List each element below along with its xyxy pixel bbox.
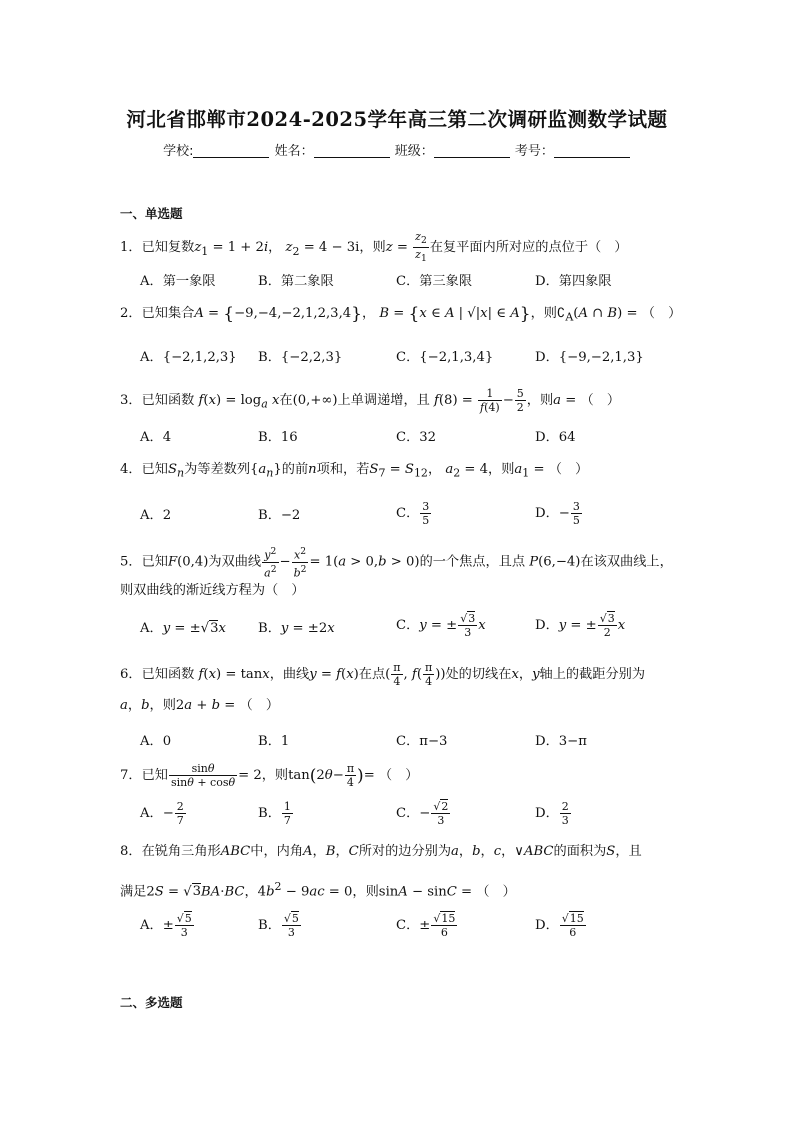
- question-number: 6．: [120, 667, 142, 682]
- question-6: 6．已知函数 f(x) = tanx，曲线y = f(x)在点( $\frac{\pi}{4}$ , f( $\frac{\pi}{4}$ ))处的切线在x，y轴上的截距分别为: [120, 661, 646, 688]
- option-c[interactable]: C．π−3: [396, 734, 448, 749]
- question-4-options: [140, 500, 700, 527]
- question-number: 3．: [120, 393, 142, 408]
- option-d[interactable]: D．{−9,−2,1,3}: [535, 350, 644, 365]
- question-8-line-2: 满足2S = √3BA·BC，$4b^2 - 9ac = 0$，则sinA − sinC = （ ）: [120, 880, 516, 900]
- option-a[interactable]: A．第一象限: [140, 274, 216, 289]
- option-d[interactable]: D． $\frac{√15}{6}$: [535, 912, 584, 939]
- option-c[interactable]: C．32: [396, 430, 437, 445]
- section-heading-single-choice: 一、单选题: [120, 206, 183, 221]
- question-5-line-2: 则双曲线的渐近线方程为（ ）: [120, 583, 305, 598]
- school-label: 学校:: [163, 144, 194, 159]
- question-5-options: [140, 612, 700, 639]
- option-a[interactable]: A．{−2,1,2,3}: [140, 350, 237, 365]
- option-a[interactable]: A．y = ±√3x: [140, 621, 226, 636]
- option-b[interactable]: B．y = ±2x: [258, 621, 335, 636]
- question-7: 7．已知 $\frac{\sin\theta}{\sin\theta + \cos\theta}$ = 2，则tan(2θ− $\frac{\pi}{4}$ )= （ ）: [120, 762, 419, 789]
- option-d[interactable]: D． $\frac{2}{3}$: [535, 800, 569, 827]
- question-number: 1．: [120, 240, 142, 256]
- option-a[interactable]: A．2: [140, 508, 172, 523]
- question-1: 1．已知复数$z_1 = 1 + 2i$， $z_2 = 4 - 3i$，则z = $\frac{z_2}{z_1}$ 在复平面内所对应的点位于（ ）: [120, 230, 628, 265]
- class-blank[interactable]: [434, 143, 510, 158]
- question-2: 2．已知集合A = {−9,−4,−2,1,2,3,4}， B = {x ∈ A | √|x| ∈ A}，则$∁_A(A$ ∩ B) = （ ）: [120, 304, 682, 324]
- number-label: 考号：: [514, 144, 554, 159]
- question-4: 4．已知$S_n$为等差数列$\{a_n\}$的前n项和，若$S_7 = S_{12}$， $a_2 = 4$，则$a_1$ = （ ）: [120, 462, 589, 480]
- question-number: 7．: [120, 768, 142, 783]
- option-a[interactable]: A．± $\frac{√5}{3}$: [140, 912, 192, 939]
- question-number: 5．: [120, 554, 142, 570]
- question-8-options: [140, 912, 700, 939]
- question-3-options: [140, 426, 700, 450]
- option-c[interactable]: C．± $\frac{√15}{6}$: [396, 912, 456, 939]
- option-b[interactable]: B． $\frac{√5}{3}$: [258, 912, 299, 939]
- option-d[interactable]: D．64: [535, 430, 576, 445]
- question-7-options: [140, 800, 700, 827]
- option-b[interactable]: B．第二象限: [258, 274, 334, 289]
- section-heading-multiple-choice: 二、多选题: [120, 995, 183, 1010]
- option-d[interactable]: D．− $\frac{3}{5}$: [535, 500, 580, 527]
- option-c[interactable]: C．{−2,1,3,4}: [396, 350, 494, 365]
- question-6-line-2: a，b，则2a + b = （ ）: [120, 698, 280, 713]
- page-title: 河北省邯郸市2024-2025学年高三第二次调研监测数学试题: [126, 108, 668, 131]
- question-5: 5．已知F(0,4)为双曲线 $\frac{y^2}{a^2}$ − $\frac{x^2}{b^2}$ = 1(a > 0,b > 0)的一个焦点，且点 P(6,−4)在该双曲线上，: [120, 546, 673, 580]
- option-d[interactable]: D．3−π: [535, 734, 587, 749]
- school-blank[interactable]: [193, 143, 269, 158]
- option-d[interactable]: D．第四象限: [535, 274, 612, 289]
- student-info-line: [0, 140, 794, 159]
- option-c[interactable]: C．y = ± $\frac{√3}{3}$ x: [396, 612, 486, 639]
- option-d[interactable]: D．y = ± $\frac{√3}{2}$ x: [535, 612, 626, 639]
- class-label: 班级：: [394, 144, 434, 159]
- name-label: 姓名：: [274, 144, 314, 159]
- fraction: $\frac{z_2}{z_1}$: [415, 230, 427, 265]
- question-1-options: [140, 270, 700, 294]
- option-b[interactable]: B．−2: [258, 508, 301, 523]
- option-c[interactable]: C． $\frac{3}{5}$: [396, 500, 430, 527]
- option-a[interactable]: A．0: [140, 734, 172, 749]
- option-b[interactable]: B． $\frac{1}{7}$: [258, 800, 291, 827]
- option-b[interactable]: B．{−2,2,3}: [258, 350, 343, 365]
- option-b[interactable]: B．1: [258, 734, 290, 749]
- option-a[interactable]: A．4: [140, 430, 172, 445]
- question-number: 4．: [120, 462, 142, 477]
- question-6-options: [140, 730, 700, 754]
- option-c[interactable]: C．第三象限: [396, 274, 473, 289]
- question-number: 8．: [120, 844, 142, 859]
- question-2-options: [140, 346, 700, 370]
- question-3: 3．已知函数 $f(x) = \log_a x$在(0,+∞)上单调递增，且 f(8) = $\frac{1}{f(4)}$ − $\frac{5}{2}$ ，则a = （ ）: [120, 387, 621, 414]
- option-a[interactable]: A．− $\frac{2}{7}$: [140, 800, 184, 827]
- question-8: 8．在锐角三角形ABC中，内角A，B，C所对的边分别为a，b，c，∨ABC的面积为S，且: [120, 844, 642, 859]
- option-c[interactable]: C．− $\frac{√2}{3}$: [396, 800, 449, 827]
- question-number: 2．: [120, 306, 142, 321]
- option-b[interactable]: B．16: [258, 430, 298, 445]
- number-blank[interactable]: [554, 143, 630, 158]
- name-blank[interactable]: [314, 143, 390, 158]
